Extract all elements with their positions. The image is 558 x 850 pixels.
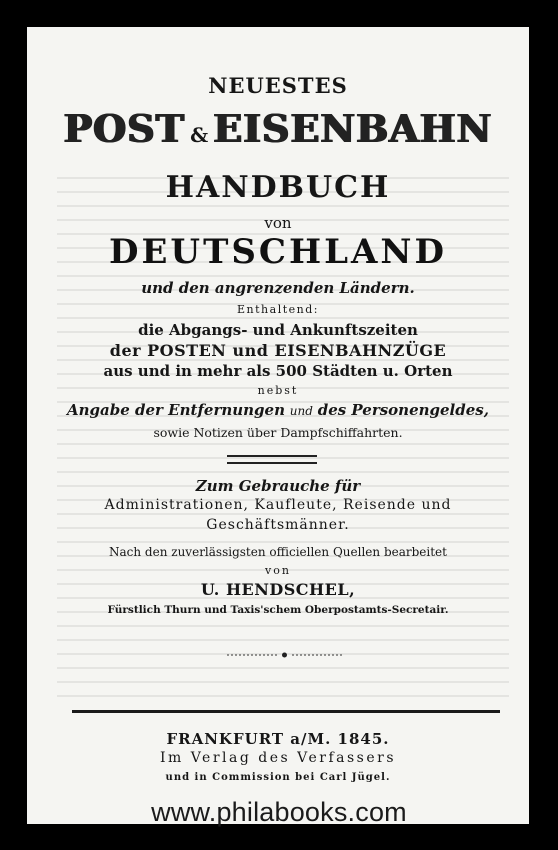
title-subtitle: und den angrenzenden Ländern. — [141, 279, 415, 297]
imprint-place-year: FRANKFURT a/M. 1845. — [166, 730, 390, 748]
thick-rule-divider — [72, 710, 500, 713]
title-handbuch: HANDBUCH — [165, 170, 391, 205]
title-deutschland: DEUTSCHLAND — [109, 232, 447, 272]
title-post-eisenbahn — [27, 106, 529, 151]
ornament-divider — [227, 649, 342, 661]
title-page — [27, 27, 529, 824]
watermark-url: www.philabooks.com — [151, 797, 407, 827]
contents-nebst: nebst — [257, 384, 299, 397]
contents-line-1: die Abgangs- und Ankunftszeiten — [138, 321, 418, 339]
title-neuestes: NEUESTES — [208, 73, 348, 98]
use-line-4: Nach den zuverlässigsten officiellen Quellen bearbeitet — [109, 545, 447, 559]
title-eisenbahn: EISENBAHN — [213, 106, 493, 151]
double-rule-divider — [227, 455, 317, 464]
contents-line-2: der POSTEN und EISENBAHNZÜGE — [109, 341, 447, 360]
use-line-2: Administrationen, Kaufleute, Reisende und — [104, 497, 452, 513]
use-line-1: Zum Gebrauche für — [195, 477, 361, 495]
use-line-3: Geschäftsmänner. — [206, 517, 350, 533]
use-von: von — [265, 564, 291, 577]
contents-intro: Enthaltend: — [237, 303, 319, 316]
contents-personengeldes: des Personengeldes, — [317, 401, 489, 419]
author-title: Fürstlich Thurn und Taxis'schem Oberpostamts-Secretair. — [107, 604, 449, 616]
contents-und: und — [289, 404, 313, 418]
contents-entfernungen: Angabe der Entfernungen — [67, 401, 285, 419]
contents-line-5: sowie Notizen über Dampfschiffahrten. — [153, 425, 403, 440]
imprint-publisher: Im Verlag des Verfassers — [159, 750, 397, 766]
title-post: POST — [63, 106, 186, 151]
title-ampersand: & — [190, 123, 209, 147]
contents-line-3: aus und in mehr als 500 Städten u. Orten — [103, 362, 453, 380]
author-name: U. HENDSCHEL, — [200, 580, 356, 599]
title-von: von — [264, 214, 292, 232]
imprint-commission: und in Commission bei Carl Jügel. — [165, 772, 391, 783]
contents-line-4 — [27, 401, 529, 419]
